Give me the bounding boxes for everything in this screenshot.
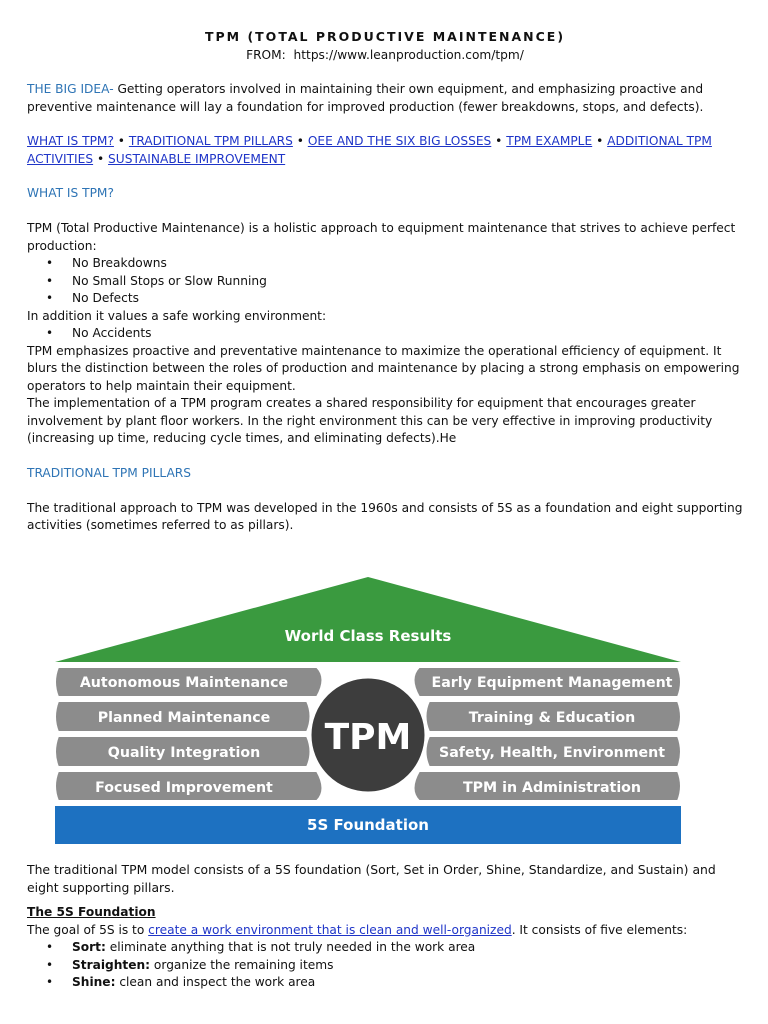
- list-item: • No Defects: [27, 290, 743, 308]
- diagram-caption: The traditional TPM model consists of a 5S foundation (Sort, Set in Order, Shine, Standardize, and Sustain) and eight supporting pillars.: [27, 862, 716, 895]
- tpm-pillars-diagram: [54, 574, 682, 846]
- five-s-heading: The 5S Foundation: [27, 905, 156, 919]
- five-s-list: [27, 939, 743, 992]
- toc-link-sustainable-improvement[interactable]: SUSTAINABLE IMPROVEMENT: [108, 151, 286, 166]
- source-line: [27, 46, 743, 64]
- five-s-goal: [27, 922, 743, 940]
- document-page: [27, 28, 743, 535]
- toc-link-oee-six-big-losses[interactable]: OEE AND THE SIX BIG LOSSES: [307, 134, 492, 148]
- what-is-paragraph-1: TPM emphasizes proactive and preventative maintenance to maximize the operational efficiency of equipment. It blurs the distinction between the roles of production and maintenance by placing a strong emphasis on empowering operators to help maintain their equipment.: [27, 343, 740, 393]
- pillar-label-planned-maintenance: Planned Maintenance: [97, 710, 271, 726]
- toc-link-what-is-tpm[interactable]: WHAT IS TPM?: [27, 134, 114, 148]
- pillar-label-autonomous-maintenance: Autonomous Maintenance: [79, 675, 289, 691]
- list-item: [27, 957, 743, 975]
- pillar-label-quality-integration: Quality Integration: [107, 745, 261, 761]
- toc-link-tpm-example[interactable]: TPM EXAMPLE: [506, 134, 593, 148]
- toc-link-additional-activities[interactable]: ADDITIONAL TPM ACTIVITIES: [27, 134, 712, 166]
- toc-separator: •: [495, 134, 503, 148]
- perfect-production-list: [27, 255, 743, 308]
- what-is-heading: WHAT IS TPM?: [27, 186, 114, 200]
- toc-separator: •: [96, 151, 105, 166]
- toc-links: [27, 133, 743, 168]
- pillar-label-early-equipment-management: Early Equipment Management: [431, 675, 673, 691]
- pillar-label-training-education: Training & Education: [468, 710, 636, 726]
- safety-intro: In addition it values a safe working environment:: [27, 308, 327, 323]
- toc-separator: •: [596, 134, 604, 148]
- toc-link-traditional-pillars[interactable]: TRADITIONAL TPM PILLARS: [128, 134, 293, 148]
- list-item: • No Accidents: [27, 325, 743, 343]
- pillar-label-safety-health-environment: Safety, Health, Environment: [438, 745, 666, 761]
- five-s-term: Shine:: [72, 975, 116, 989]
- foundation-label: 5S Foundation: [307, 816, 429, 834]
- five-s-goal-prefix: The goal of 5S is to: [27, 922, 149, 937]
- pillar-label-tpm-in-administration: TPM in Administration: [462, 780, 642, 796]
- pillars-heading: TRADITIONAL TPM PILLARS: [27, 465, 192, 480]
- document-title: TPM (TOTAL PRODUCTIVE MAINTENANCE): [204, 29, 566, 44]
- clean-environment-link[interactable]: create a work environment that is clean and well-organized: [148, 922, 512, 937]
- list-item: • No Breakdowns: [27, 255, 743, 273]
- pillars-paragraph: The traditional approach to TPM was developed in the 1960s and consists of 5S as a foundation and eight supporting activities (sometimes referred to as pillars).: [27, 500, 743, 532]
- big-idea-label: THE BIG IDEA-: [27, 82, 114, 96]
- pillar-label-focused-improvement: Focused Improvement: [95, 780, 273, 796]
- from-label: FROM:: [246, 48, 286, 62]
- five-s-desc: clean and inspect the work area: [115, 975, 316, 989]
- big-idea-text: Getting operators involved in maintaining their own equipment, and emphasizing proactive and preventive maintenance will lay a foundation for improved production (fewer breakdowns, stops, and defects).: [27, 82, 704, 114]
- roof-label: World Class Results: [284, 627, 452, 645]
- toc-separator: •: [296, 134, 304, 148]
- five-s-goal-suffix: . It consists of five elements:: [511, 922, 688, 937]
- safety-list: [27, 325, 743, 343]
- tpm-center-label: TPM: [324, 717, 412, 758]
- toc-separator: •: [117, 134, 125, 148]
- five-s-term: Sort:: [72, 940, 106, 954]
- big-idea-paragraph: [27, 81, 743, 116]
- list-item: [27, 974, 743, 992]
- roof-shape: [55, 577, 681, 662]
- list-item: • No Small Stops or Slow Running: [27, 273, 743, 291]
- five-s-section: [27, 904, 743, 992]
- list-item: [27, 939, 743, 957]
- what-is-intro: TPM (Total Productive Maintenance) is a holistic approach to equipment maintenance that strives to achieve perfect production:: [27, 221, 736, 253]
- five-s-desc: organize the remaining items: [150, 957, 334, 972]
- source-url-link[interactable]: https://www.leanproduction.com/tpm/: [293, 48, 524, 62]
- five-s-desc: eliminate anything that is not truly needed in the work area: [105, 940, 476, 954]
- what-is-paragraph-2: The implementation of a TPM program creates a shared responsibility for equipment that encourages greater involvement by plant floor workers. In the right environment this can be very effective in improving productivity (increasing up time, reducing cycle times, and eliminating defects).He: [27, 396, 713, 445]
- five-s-term: Straighten:: [72, 957, 151, 972]
